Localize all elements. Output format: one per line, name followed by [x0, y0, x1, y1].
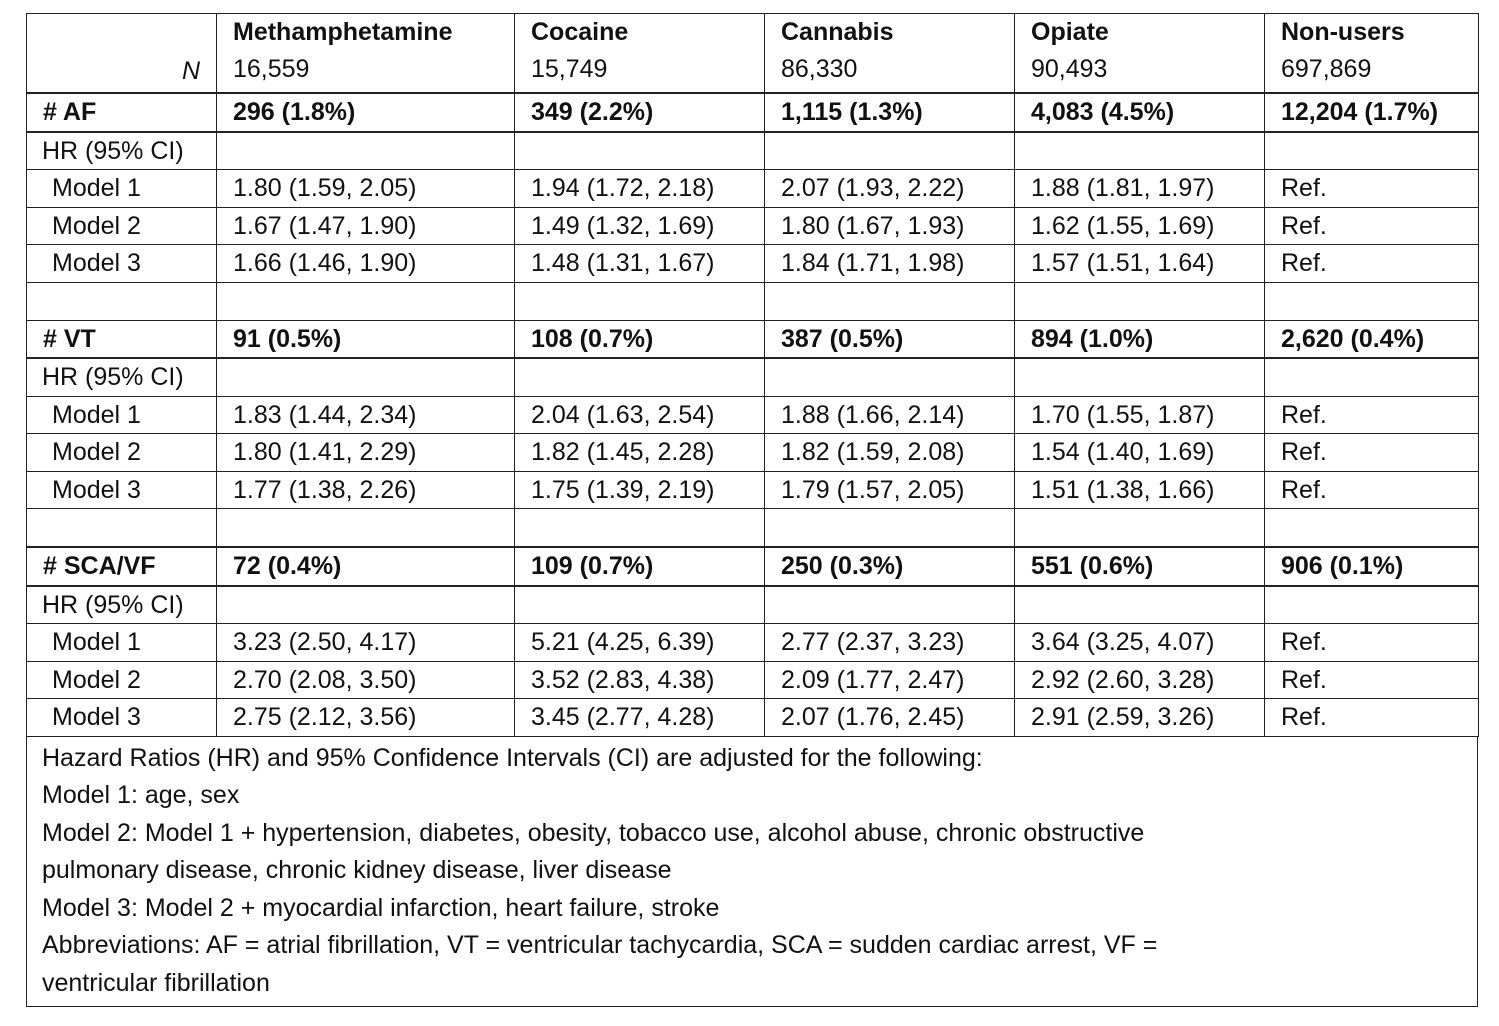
- sca-vf-model-1-row: [27, 624, 1479, 662]
- row-label: # SCA/VF: [27, 547, 217, 586]
- count-cell: 91 (0.5%): [217, 320, 515, 358]
- hr-label: HR (95% CI): [27, 586, 217, 624]
- column-n: 15,749: [531, 55, 608, 83]
- hr-cell: 1.77 (1.38, 2.26): [217, 471, 515, 509]
- footnote-line: Abbreviations: AF = atrial fibrillation, VT = ventricular tachycardia, SCA = sudden cardiac arrest, VF =: [42, 931, 1158, 959]
- column-name: Methamphetamine: [233, 18, 453, 46]
- hr-cell: 1.70 (1.55, 1.87): [1015, 396, 1265, 434]
- empty-cell: [27, 282, 217, 320]
- sca-vf-model-2-row: [27, 661, 1479, 699]
- hr-cell: 1.80 (1.41, 2.29): [217, 434, 515, 472]
- hr-cell: 1.88 (1.66, 2.14): [765, 396, 1015, 434]
- hr-cell: 2.70 (2.08, 3.50): [217, 661, 515, 699]
- sca-vf-hr-label-row: [27, 586, 1479, 624]
- empty-cell: [1015, 358, 1265, 396]
- hr-cell: 1.80 (1.59, 2.05): [217, 170, 515, 208]
- count-cell: 387 (0.5%): [765, 320, 1015, 358]
- af-model-2-row: [27, 207, 1479, 245]
- column-header-methamphetamine: [217, 14, 515, 94]
- empty-cell: [1265, 586, 1479, 624]
- hr-cell: 1.67 (1.47, 1.90): [217, 207, 515, 245]
- count-cell: 296 (1.8%): [217, 93, 515, 132]
- model-label: Model 3: [27, 245, 217, 283]
- hr-cell: 2.04 (1.63, 2.54): [515, 396, 765, 434]
- hr-cell: 3.64 (3.25, 4.07): [1015, 624, 1265, 662]
- empty-cell: [1015, 132, 1265, 170]
- hr-label: HR (95% CI): [27, 358, 217, 396]
- hr-cell: 1.88 (1.81, 1.97): [1015, 170, 1265, 208]
- empty-cell: [217, 282, 515, 320]
- hr-cell: 2.09 (1.77, 2.47): [765, 661, 1015, 699]
- column-header-opiate: [1015, 14, 1265, 94]
- results-table-container: [26, 13, 1479, 1007]
- count-cell: 4,083 (4.5%): [1015, 93, 1265, 132]
- model-label: Model 1: [27, 624, 217, 662]
- empty-cell: [27, 509, 217, 548]
- af-model-3-row: [27, 245, 1479, 283]
- column-name: Opiate: [1031, 18, 1109, 46]
- sca-vf-model-3-row: [27, 699, 1479, 737]
- column-header-cocaine: [515, 14, 765, 94]
- vt-model-2-row: [27, 434, 1479, 472]
- empty-cell: [765, 358, 1015, 396]
- table-body: [27, 14, 1479, 737]
- empty-cell: [217, 509, 515, 548]
- af-hr-label-row: [27, 132, 1479, 170]
- empty-cell: [1015, 586, 1265, 624]
- hr-cell: 1.79 (1.57, 2.05): [765, 471, 1015, 509]
- hr-cell: 1.48 (1.31, 1.67): [515, 245, 765, 283]
- column-header-non-users: [1265, 14, 1479, 94]
- hr-cell: Ref.: [1265, 170, 1479, 208]
- hr-cell: 1.82 (1.45, 2.28): [515, 434, 765, 472]
- empty-cell: [217, 132, 515, 170]
- model-label: Model 3: [27, 699, 217, 737]
- hr-cell: 3.23 (2.50, 4.17): [217, 624, 515, 662]
- hr-cell: 1.57 (1.51, 1.64): [1015, 245, 1265, 283]
- count-cell: 12,204 (1.7%): [1265, 93, 1479, 132]
- column-n: 16,559: [233, 55, 310, 83]
- hr-cell: Ref.: [1265, 471, 1479, 509]
- empty-cell: [765, 509, 1015, 548]
- hazard-ratio-table: [26, 13, 1479, 737]
- column-name: Cocaine: [531, 18, 629, 46]
- hr-cell: Ref.: [1265, 624, 1479, 662]
- footnote-line: Model 2: Model 1 + hypertension, diabetes, obesity, tobacco use, alcohol abuse, chronic obstructive: [42, 818, 1145, 847]
- empty-cell: [1265, 358, 1479, 396]
- hr-cell: 2.92 (2.60, 3.28): [1015, 661, 1265, 699]
- hr-cell: 3.45 (2.77, 4.28): [515, 699, 765, 737]
- af-model-1-row: [27, 170, 1479, 208]
- hr-cell: Ref.: [1265, 434, 1479, 472]
- model-label: Model 2: [27, 207, 217, 245]
- model-label: Model 2: [27, 661, 217, 699]
- count-cell: 2,620 (0.4%): [1265, 320, 1479, 358]
- hr-cell: 2.75 (2.12, 3.56): [217, 699, 515, 737]
- empty-cell: [515, 586, 765, 624]
- hr-cell: 1.75 (1.39, 2.19): [515, 471, 765, 509]
- hr-cell: 2.07 (1.93, 2.22): [765, 170, 1015, 208]
- hr-cell: 1.51 (1.38, 1.66): [1015, 471, 1265, 509]
- column-header-cannabis: [765, 14, 1015, 94]
- hr-cell: 1.49 (1.32, 1.69): [515, 207, 765, 245]
- hr-cell: 5.21 (4.25, 6.39): [515, 624, 765, 662]
- model-label: Model 1: [27, 170, 217, 208]
- header-row: [27, 14, 1479, 94]
- hr-cell: Ref.: [1265, 661, 1479, 699]
- hr-cell: 2.77 (2.37, 3.23): [765, 624, 1015, 662]
- footnote-line: ventricular fibrillation: [42, 968, 270, 997]
- empty-cell: [515, 132, 765, 170]
- hr-cell: 2.07 (1.76, 2.45): [765, 699, 1015, 737]
- empty-cell: [1265, 509, 1479, 548]
- empty-cell: [515, 509, 765, 548]
- vt-count-row: [27, 320, 1479, 358]
- count-cell: 250 (0.3%): [765, 547, 1015, 586]
- hr-cell: 1.94 (1.72, 2.18): [515, 170, 765, 208]
- hr-cell: 3.52 (2.83, 4.38): [515, 661, 765, 699]
- footnote-line: Model 1: age, sex: [42, 781, 240, 809]
- hr-cell: 1.80 (1.67, 1.93): [765, 207, 1015, 245]
- hr-cell: Ref.: [1265, 245, 1479, 283]
- empty-cell: [765, 132, 1015, 170]
- model-label: Model 1: [27, 396, 217, 434]
- empty-cell: [1265, 282, 1479, 320]
- empty-cell: [1265, 132, 1479, 170]
- empty-cell: [217, 586, 515, 624]
- vt-model-3-row: [27, 471, 1479, 509]
- footnote-line: Model 3: Model 2 + myocardial infarction, heart failure, stroke: [42, 893, 720, 922]
- spacer-row: [27, 282, 1479, 320]
- model-label: Model 2: [27, 434, 217, 472]
- empty-cell: [515, 282, 765, 320]
- hr-cell: Ref.: [1265, 699, 1479, 737]
- column-name: Cannabis: [781, 18, 894, 46]
- vt-model-1-row: [27, 396, 1479, 434]
- count-cell: 72 (0.4%): [217, 547, 515, 586]
- sca-vf-count-row: [27, 547, 1479, 586]
- count-cell: 109 (0.7%): [515, 547, 765, 586]
- hr-cell: Ref.: [1265, 207, 1479, 245]
- count-cell: 551 (0.6%): [1015, 547, 1265, 586]
- hr-cell: 1.66 (1.46, 1.90): [217, 245, 515, 283]
- af-count-row: [27, 93, 1479, 132]
- empty-cell: [217, 358, 515, 396]
- count-cell: 894 (1.0%): [1015, 320, 1265, 358]
- column-n: 86,330: [781, 55, 858, 83]
- n-label: N: [27, 14, 217, 94]
- row-label: # VT: [27, 320, 217, 358]
- count-cell: 906 (0.1%): [1265, 547, 1479, 586]
- hr-cell: 1.83 (1.44, 2.34): [217, 396, 515, 434]
- count-cell: 349 (2.2%): [515, 93, 765, 132]
- empty-cell: [1015, 282, 1265, 320]
- column-n: 90,493: [1031, 55, 1108, 83]
- hr-cell: 1.54 (1.40, 1.69): [1015, 434, 1265, 472]
- hr-label: HR (95% CI): [27, 132, 217, 170]
- vt-hr-label-row: [27, 358, 1479, 396]
- count-cell: 1,115 (1.3%): [765, 93, 1015, 132]
- empty-cell: [765, 282, 1015, 320]
- footnote-line: pulmonary disease, chronic kidney disease, liver disease: [42, 856, 672, 884]
- hr-cell: Ref.: [1265, 396, 1479, 434]
- model-label: Model 3: [27, 471, 217, 509]
- column-n: 697,869: [1281, 55, 1372, 83]
- hr-cell: 2.91 (2.59, 3.26): [1015, 699, 1265, 737]
- hr-cell: 1.82 (1.59, 2.08): [765, 434, 1015, 472]
- count-cell: 108 (0.7%): [515, 320, 765, 358]
- footnote-line: Hazard Ratios (HR) and 95% Confidence Intervals (CI) are adjusted for the following:: [42, 743, 983, 772]
- column-name: Non-users: [1281, 18, 1405, 46]
- empty-cell: [765, 586, 1015, 624]
- hr-cell: 1.84 (1.71, 1.98): [765, 245, 1015, 283]
- row-label: # AF: [27, 93, 217, 132]
- empty-cell: [515, 358, 765, 396]
- table-footnotes: [26, 736, 1478, 1008]
- empty-cell: [1015, 509, 1265, 548]
- hr-cell: 1.62 (1.55, 1.69): [1015, 207, 1265, 245]
- spacer-row: [27, 509, 1479, 548]
